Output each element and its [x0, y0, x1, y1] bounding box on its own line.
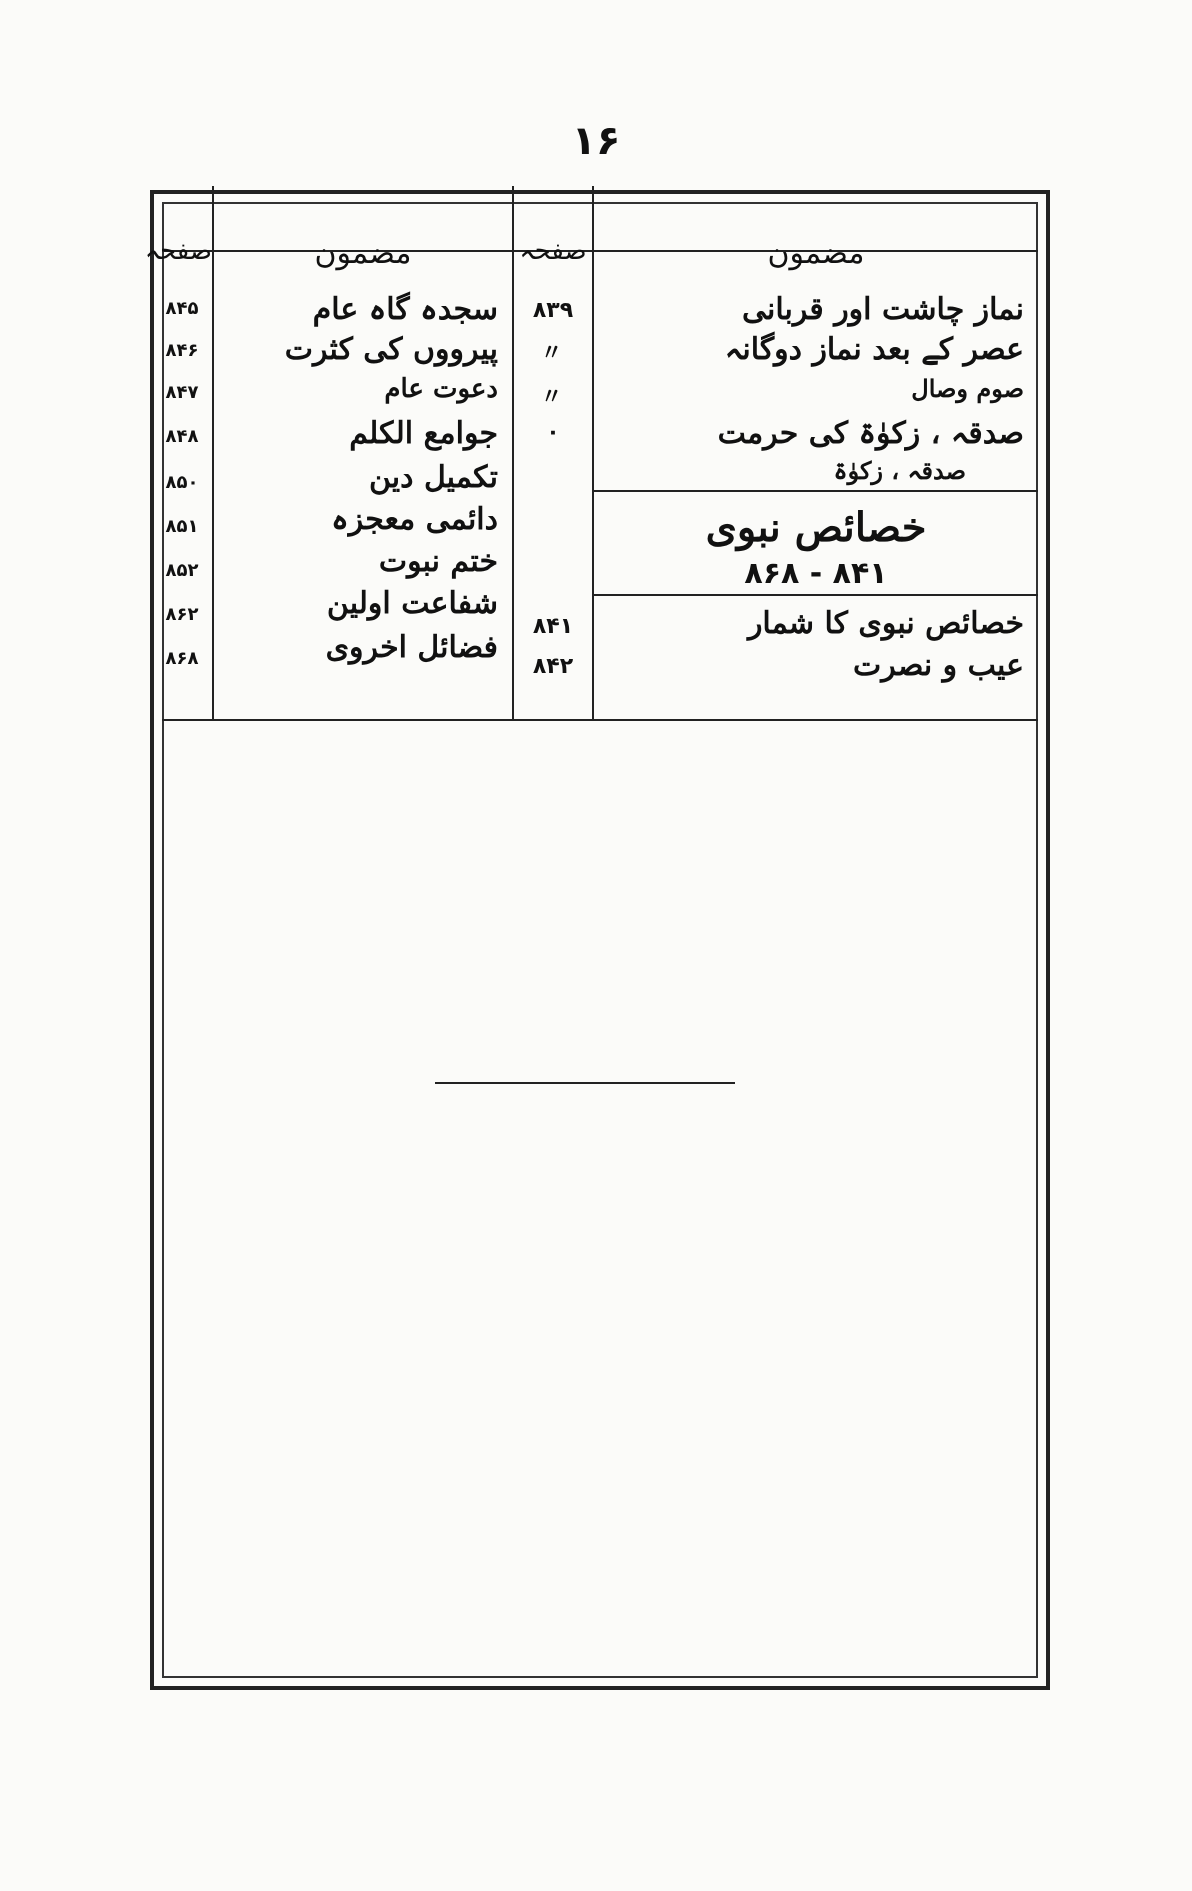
left-page-9: ۸۶۸ — [165, 648, 199, 669]
left-subject-9: فضائل اخروی — [325, 630, 498, 665]
left-page-5: ۸۵۰ — [165, 472, 199, 493]
header-right-subject: مضمون — [767, 236, 865, 271]
header-left-page: صفحہ — [144, 236, 212, 266]
left-page-3: ۸۴۷ — [165, 382, 199, 403]
index-table-frame — [144, 190, 1050, 1690]
left-subject-3: دعوت عام — [384, 374, 498, 404]
table-bottom-rule — [162, 719, 1038, 721]
section-title: خصائص نبوی — [705, 504, 927, 551]
right-subject-2: عصر کے بعد نماز دوگانہ — [724, 332, 1024, 367]
page-number: ۱۶ — [571, 118, 621, 164]
left-subject-1: سجدہ گاہ عام — [312, 292, 498, 327]
end-rule — [435, 1082, 735, 1084]
section-box-top-rule — [592, 490, 1038, 492]
section-range: ۸۴۱ - ۸۶۸ — [744, 556, 888, 591]
left-subject-8: شفاعت اولین — [326, 586, 498, 621]
right-page-6: ۸۴۱ — [532, 614, 574, 639]
left-page-2: ۸۴۶ — [165, 340, 199, 361]
header-left-subject: مضمون — [314, 236, 412, 271]
left-page-7: ۸۵۲ — [165, 560, 199, 581]
right-subject-1: نماز چاشت اور قربانی — [742, 292, 1024, 327]
divider-left-subject-col — [512, 186, 514, 721]
right-page-4: ۰ — [546, 420, 560, 445]
left-page-4: ۸۴۸ — [165, 426, 199, 447]
left-page-8: ۸۶۲ — [165, 604, 199, 625]
right-page-2: 〃 — [540, 341, 566, 366]
header-right-page: صفحہ — [519, 236, 587, 266]
right-subject-4: صدقہ ، زکوٰۃ کی حرمت — [717, 416, 1024, 451]
left-subject-7: ختم نبوت — [378, 544, 498, 579]
right-subject-5: صدقہ ، زکوٰۃ — [833, 456, 966, 485]
section-box-bottom-rule — [592, 594, 1038, 596]
right-subject-3: صوم وصال — [911, 374, 1024, 403]
left-page-6: ۸۵۱ — [165, 516, 199, 537]
left-page-1: ۸۴۵ — [165, 298, 199, 319]
right-subject-6: خصائص نبوی کا شمار — [747, 606, 1024, 641]
right-page-7: ۸۴۲ — [532, 654, 574, 679]
left-subject-2: پیرووں کی کثرت — [284, 332, 498, 367]
right-subject-7: عیب و نصرت — [853, 648, 1024, 683]
left-subject-5: تکمیل دین — [368, 460, 498, 495]
right-page-1: ۸۳۹ — [532, 298, 574, 323]
right-page-3: 〃 — [540, 385, 566, 410]
left-subject-4: جوامع الکلم — [349, 416, 498, 451]
left-subject-6: دائمی معجزہ — [331, 502, 498, 537]
